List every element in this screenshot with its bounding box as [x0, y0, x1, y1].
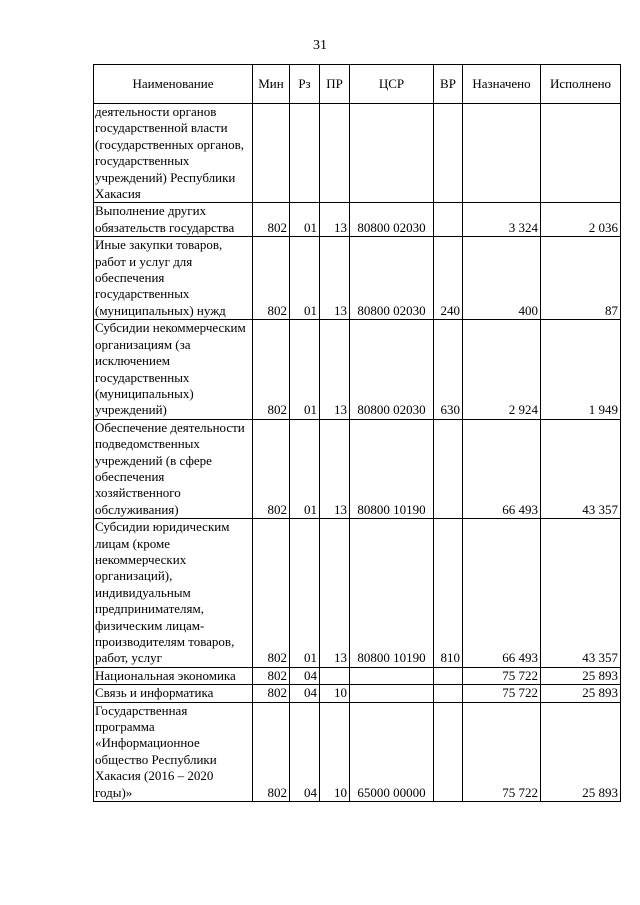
row-pr: 13 [320, 419, 350, 518]
row-min: 802 [253, 667, 290, 684]
table-row [94, 667, 621, 684]
row-csr: 65000 00000 [350, 702, 434, 801]
row-rz: 01 [290, 320, 320, 419]
header-executed: Исполнено [541, 65, 621, 104]
row-assigned: 66 493 [463, 519, 541, 668]
row-min [253, 104, 290, 203]
row-vr [434, 419, 463, 518]
row-min: 802 [253, 203, 290, 237]
row-assigned: 400 [463, 237, 541, 320]
row-executed: 25 893 [541, 685, 621, 702]
row-pr [320, 104, 350, 203]
row-name: Обеспечение деятельности подведомственных учреждений (в сфере обеспечения хозяйственного обслуживания) [94, 419, 253, 518]
header-vr: ВР [434, 65, 463, 104]
row-rz: 01 [290, 237, 320, 320]
row-vr [434, 203, 463, 237]
row-executed: 1 949 [541, 320, 621, 419]
row-executed: 25 893 [541, 667, 621, 684]
row-assigned [463, 104, 541, 203]
row-pr [320, 667, 350, 684]
table-row [94, 237, 621, 320]
row-assigned: 3 324 [463, 203, 541, 237]
table-row [94, 320, 621, 419]
row-vr: 810 [434, 519, 463, 668]
table-row [94, 419, 621, 518]
row-assigned: 66 493 [463, 419, 541, 518]
row-csr: 80800 02030 [350, 320, 434, 419]
header-pr: ПР [320, 65, 350, 104]
header-assigned: Назначено [463, 65, 541, 104]
row-min: 802 [253, 237, 290, 320]
row-rz [290, 104, 320, 203]
row-vr [434, 702, 463, 801]
table-row [94, 685, 621, 702]
row-name: Государственная программа «Информационное общество Республики Хакасия (2016 – 2020 годы)» [94, 702, 253, 801]
row-rz: 01 [290, 519, 320, 668]
row-vr: 240 [434, 237, 463, 320]
header-csr: ЦСР [350, 65, 434, 104]
row-csr: 80800 02030 [350, 237, 434, 320]
table-row [94, 702, 621, 801]
budget-table [93, 64, 621, 802]
row-csr: 80800 02030 [350, 203, 434, 237]
row-pr: 13 [320, 203, 350, 237]
row-executed: 2 036 [541, 203, 621, 237]
row-executed: 43 357 [541, 519, 621, 668]
row-name: Иные закупки товаров, работ и услуг для обеспечения государственных (муниципальных) нужд [94, 237, 253, 320]
row-rz: 01 [290, 419, 320, 518]
row-pr: 10 [320, 685, 350, 702]
row-name: деятельности органов государственной власти (государственных органов, государственных учреждений) Республики Хакасия [94, 104, 253, 203]
page-number: 31 [313, 38, 327, 53]
row-csr [350, 685, 434, 702]
row-rz: 04 [290, 667, 320, 684]
row-min: 802 [253, 320, 290, 419]
row-assigned: 75 722 [463, 685, 541, 702]
row-min: 802 [253, 685, 290, 702]
row-executed [541, 104, 621, 203]
row-assigned: 2 924 [463, 320, 541, 419]
row-pr: 10 [320, 702, 350, 801]
row-executed: 87 [541, 237, 621, 320]
row-name: Субсидии некоммерческим организациям (за исключением государственных (муниципальных) учреждений) [94, 320, 253, 419]
row-csr: 80800 10190 [350, 419, 434, 518]
row-csr [350, 667, 434, 684]
table-row [94, 104, 621, 203]
header-min: Мин [253, 65, 290, 104]
row-rz: 04 [290, 702, 320, 801]
row-vr: 630 [434, 320, 463, 419]
header-name: Наименование [94, 65, 253, 104]
row-name: Связь и информатика [94, 685, 253, 702]
row-vr [434, 685, 463, 702]
row-name: Национальная экономика [94, 667, 253, 684]
row-assigned: 75 722 [463, 702, 541, 801]
row-csr [350, 104, 434, 203]
row-min: 802 [253, 419, 290, 518]
header-rz: Рз [290, 65, 320, 104]
row-rz: 04 [290, 685, 320, 702]
row-assigned: 75 722 [463, 667, 541, 684]
row-min: 802 [253, 519, 290, 668]
row-executed: 43 357 [541, 419, 621, 518]
row-pr: 13 [320, 320, 350, 419]
row-min: 802 [253, 702, 290, 801]
row-name: Выполнение других обязательств государства [94, 203, 253, 237]
row-executed: 25 893 [541, 702, 621, 801]
row-rz: 01 [290, 203, 320, 237]
table-header-row [94, 65, 621, 104]
row-vr [434, 667, 463, 684]
row-pr: 13 [320, 237, 350, 320]
table-row [94, 203, 621, 237]
row-pr: 13 [320, 519, 350, 668]
row-name: Субсидии юридическим лицам (кроме некоммерческих организаций), индивидуальным предпринимателям, физическим лицам-производителям товаров, работ, услуг [94, 519, 253, 668]
row-vr [434, 104, 463, 203]
table-row [94, 519, 621, 668]
row-csr: 80800 10190 [350, 519, 434, 668]
